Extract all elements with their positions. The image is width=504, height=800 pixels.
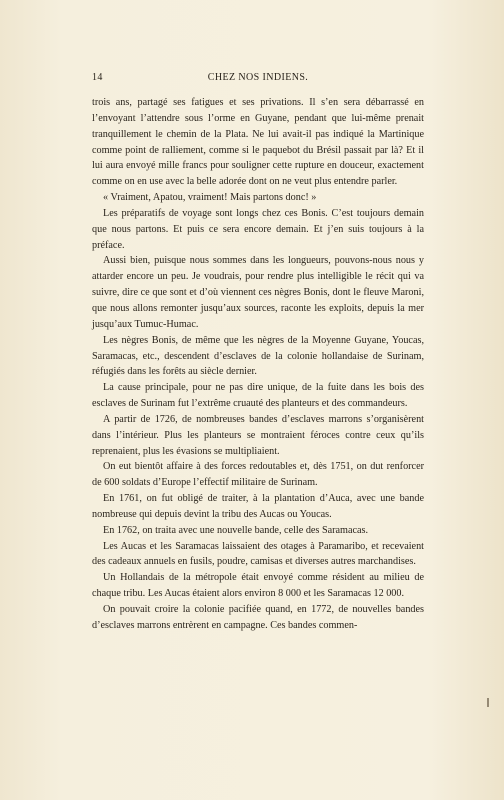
paragraph: Un Hollandais de la métropole était envoyé comme résident au milieu de chaque tribu. Les Aucas étaient alors environ 8 000 et les Saramacas 12 000. <box>92 572 424 600</box>
body-text <box>92 95 424 634</box>
paragraph: Aussi bien, puisque nous sommes dans les longueurs, pouvons-nous nous y attarder encore un peu. Je voudrais, pour rendre plus intelligible le récit qui va suivre, dire ce que sont et d’où viennent ces nègres Bonis, dont le fleuve Maroni, que nous allons remonter jusqu’aux sources, raconte les exploits, depuis la mer jusqu’aux Tumuc-Humac. <box>92 255 424 330</box>
page-number: 14 <box>92 72 103 83</box>
paragraph: A partir de 1726, de nombreuses bandes d’esclaves marrons s’organisèrent dans l’intérieur. Plus les planteurs se montraient féroces contre ceux qu’ils reprenaient, plus les évasions se multipliaient. <box>92 413 424 457</box>
paragraph: Les Aucas et les Saramacas laissaient des otages à Paramaribo, et recevaient des cadeaux annuels en fusils, poudre, camisas et diverses autres marchandises. <box>92 540 424 568</box>
paragraph: On pouvait croire la colonie pacifiée quand, en 1772, de nouvelles bandes d’esclaves marrons entrèrent en campagne. Ces bandes commen- <box>92 604 424 631</box>
paragraph: La cause principale, pour ne pas dire unique, de la fuite dans les bois des esclaves de Surinam fut l’extrême cruauté des planteurs et des commandeurs. <box>92 382 424 410</box>
paragraph: trois ans, partagé ses fatigues et ses privations. Il s’en sera débarrassé en l’envoyant l’attendre sous l’orme en Guyane, pendant que lui-même prenait tranquillement le chemin de la Plata. Ne lui avait-il pas indiqué la Martinique comme point de ralliement, comme si le paquebot du Brésil passait par là? Et il lui aura envoyé mille francs pour souligner cette rupture en douceur, exactement comme on en use avec la belle adorée dont on ne veut plus entendre parler. <box>92 97 424 188</box>
margin-mark <box>487 698 489 707</box>
paragraph: En 1761, on fut obligé de traiter, à la plantation d’Auca, avec une bande nombreuse qui depuis devint la tribu des Aucas ou Youcas. <box>92 493 424 520</box>
paragraph: Les nègres Bonis, de même que les nègres de la Moyenne Guyane, Youcas, Saramacas, etc., descendent d’esclaves de la colonie hollandaise de Surinam, réfugiés dans les forêts au siècle dernier. <box>92 334 424 378</box>
paragraph: En 1762, on traita avec une nouvelle bande, celle des Saramacas. <box>103 524 369 536</box>
running-title: CHEZ NOS INDIENS. <box>207 72 309 83</box>
paragraph: On eut bientôt affaire à des forces redoutables et, dès 1751, on dut renforcer de 600 soldats d’Europe l’effectif militaire de Surinam. <box>92 461 424 489</box>
paragraph: Les préparatifs de voyage sont longs chez ces Bonis. C’est toujours demain que nous partons. Et puis ce sera encore demain. Et j’en suis toujours à la préface. <box>92 207 424 251</box>
paragraph: « Vraiment, Apatou, vraiment! Mais partons donc! » <box>103 192 317 204</box>
page-header <box>92 72 424 86</box>
